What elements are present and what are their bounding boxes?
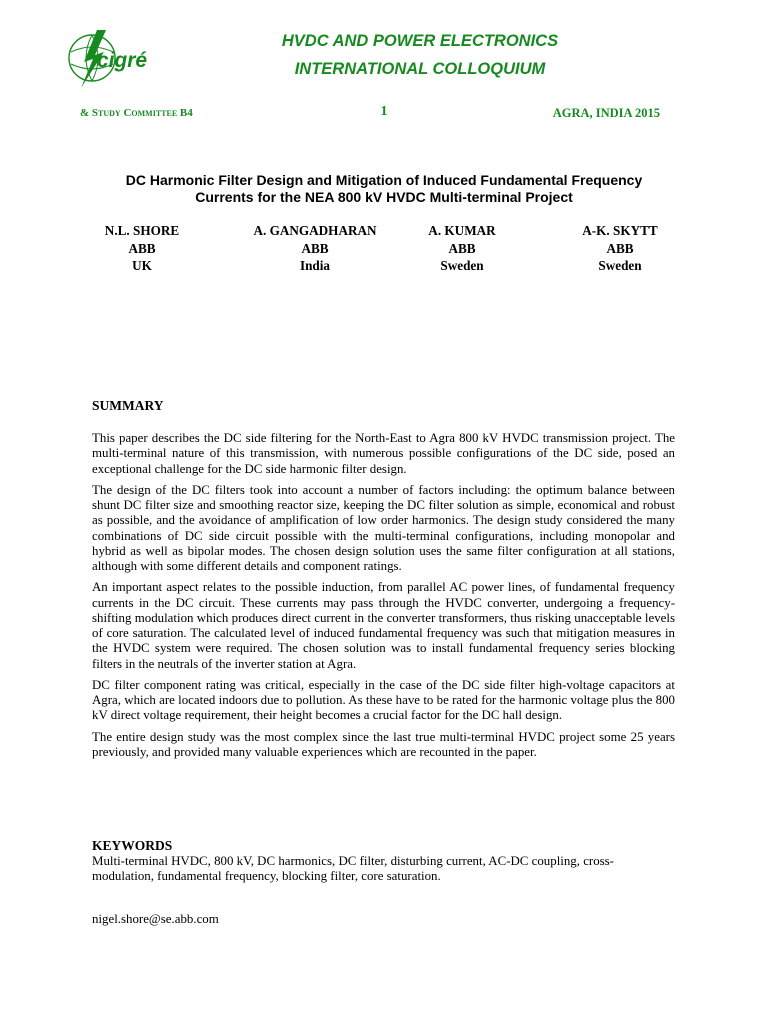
author-block <box>230 222 400 275</box>
author-affiliation: ABB <box>606 240 634 256</box>
author-affiliation: ABB <box>128 240 156 256</box>
author-country: Sweden <box>598 258 642 273</box>
author-country: Sweden <box>440 258 484 273</box>
keywords-heading: KEYWORDS <box>92 838 173 853</box>
author-name: A-K. SKYTT <box>582 223 658 238</box>
page-number: 1 <box>380 104 388 119</box>
paper-title <box>88 172 680 206</box>
conference-title-line2: INTERNATIONAL COLLOQUIUM <box>294 60 546 78</box>
cigre-logo <box>64 22 156 92</box>
conference-title-line1: HVDC AND POWER ELECTRONICS <box>281 32 559 50</box>
paper-title-line2: Currents for the NEA 800 kV HVDC Multi-terminal Project <box>195 189 573 205</box>
author-affiliation: ABB <box>448 240 476 256</box>
header-row <box>0 104 768 124</box>
summary-paragraph: DC filter component rating was critical, especially in the case of the DC side filter high-voltage capacitors at Agra, which are located indoors due to pollution. As these have to be rated for the harmonic voltage plus the 800 kV direct voltage requirement, their height becomes a crucial factor for the DC hall design. <box>92 677 675 723</box>
author-name: N.L. SHORE <box>104 223 180 238</box>
keywords-text: Multi-terminal HVDC, 800 kV, DC harmonics, DC filter, disturbing current, AC-DC coupling, cross-modulation, fundamental frequency, blocking filter, core saturation. <box>92 854 614 884</box>
summary-paragraph: The entire design study was the most complex since the last true multi-terminal HVDC project some 25 years previously, and provided many valuable experiences which are recounted in the paper. <box>92 729 675 759</box>
author-name: A. KUMAR <box>428 223 496 238</box>
author-block <box>57 222 227 275</box>
author-block <box>535 222 705 275</box>
svg-text:cigré: cigré <box>96 49 148 72</box>
author-country: UK <box>132 258 152 273</box>
summary-paragraph: The design of the DC filters took into account a number of factors including: the optimum balance between shunt DC filter size and smoothing reactor size, keeping the DC filter solution as simple, economical and robust as possible, and the avoidance of amplification of low order harmonics. The design study considered the many combinations of DC side circuit possible with the multi-terminal configurations, including monopolar and hybrid as well as bipolar modes. The chosen design solution uses the same filter configuration at all stations, although with some different details and component ratings. <box>92 482 675 573</box>
author-block <box>377 222 547 275</box>
summary-paragraph: This paper describes the DC side filtering for the North-East to Agra 800 kV HVDC transmission project. The multi-terminal nature of this transmission, with numerous possible configurations of the DC side, posed an exceptional challenge for the DC side harmonic filter design. <box>92 431 675 476</box>
author-affiliation: ABB <box>301 240 329 256</box>
summary-paragraph: An important aspect relates to the possible induction, from parallel AC power lines, of fundamental frequency currents in the DC circuit. These currents may pass through the HVDC converter, undergoing a frequency-shifting modulation which produces direct current in the converter transformers, thus risking unacceptable levels of core saturation. The calculated level of induced fundamental frequency was such that mitigation measures in the HVDC system were required. The chosen solution was to install fundamental frequency series blocking filters in the neutrals of the inverter station at Agra. <box>92 580 675 671</box>
study-committee: & Study Committee B4 <box>80 107 193 119</box>
paper-title-line1: DC Harmonic Filter Design and Mitigation of Induced Fundamental Frequency <box>125 172 643 188</box>
summary-heading: SUMMARY <box>92 398 164 413</box>
conference-location: AGRA, INDIA 2015 <box>552 106 660 120</box>
contact-email[interactable]: nigel.shore@se.abb.com <box>92 912 219 926</box>
author-country: India <box>299 258 331 273</box>
author-name: A. GANGADHARAN <box>253 223 377 238</box>
summary-body <box>92 431 675 766</box>
